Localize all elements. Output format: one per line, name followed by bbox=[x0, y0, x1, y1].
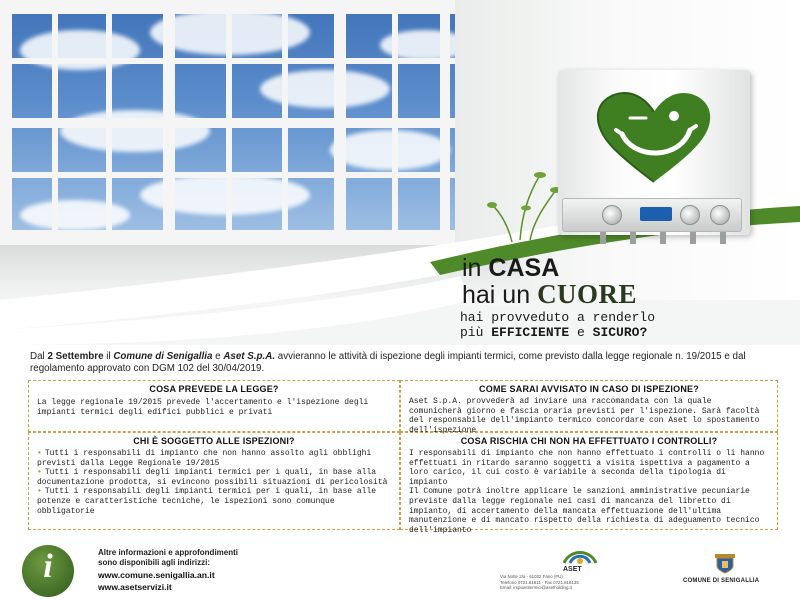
intro-paragraph: Dal 2 Settembre il Comune di Senigallia e Aset S.p.A. avvieranno le attività di ispezione degli impianti termici, come previsto dalla legge regionale n. 19/2015 e dal regolamento approvato con DGM 102 del 30/04/2019. bbox=[30, 351, 746, 374]
box-risk-text: Il Comune potrà inoltre applicare le sanzioni amministrative pecuniarie previste dalla legge regionale nei casi di mancanza del libretto di impianto, di accertamento della mancata effettuazione dell'ultima manutenzione e di mancato rispetto della richiesta di adeguamento tecnico dell'impianto bbox=[409, 487, 760, 535]
footer-info-text: Altre informazioni e approfondimenti sono disponibili agli indirizzi: bbox=[98, 548, 239, 567]
box-notice-text: Aset S.p.A. provvederà ad inviare una raccomandata con la quale comunicherà giorno e fascia oraria previsti per l'ispezione. Sarà facoltà del responsabile dell'impianto termico concordare con Aset lo spostamento dell'ispezione bbox=[409, 397, 760, 435]
info-grid bbox=[28, 380, 778, 535]
box-subject-item: • Tutti i responsabili di impianto che non hanno assolto agli obblighi previsti dalla Legge Regionale 19/2015 bbox=[37, 449, 372, 468]
box-law bbox=[28, 380, 400, 432]
heart-icon bbox=[594, 90, 714, 185]
boiler-display bbox=[640, 207, 672, 221]
boiler-knob bbox=[602, 205, 622, 225]
headline-line1: in CASA bbox=[462, 254, 560, 282]
comune-name: COMUNE DI SENIGALLIA bbox=[683, 578, 760, 584]
comune-crest-icon bbox=[712, 552, 738, 574]
aset-logo-icon bbox=[560, 545, 600, 567]
box-notice bbox=[400, 380, 778, 435]
box-risk-title: COSA RISCHIA CHI NON HA EFFETTUATO I CONTROLLI? bbox=[460, 436, 718, 446]
box-risk-text: I responsabili di impianto che non hanno effettuato i controlli o li hanno effettuati in ritardo saranno soggetti a visita ispettiva a pagamento a loro carico, il cui costo è variabile a seconda della tipologia di impianto bbox=[409, 449, 765, 487]
headline-line2: hai un CUORE bbox=[462, 279, 638, 309]
info-glyph: i bbox=[43, 548, 53, 585]
headline-subtitle: hai provveduto a renderlo più EFFICIENTE e SICURO? bbox=[460, 310, 656, 340]
aset-address: Via Notte 2/a - 61032 Fano (PU) Telefono 0721.81811 - Fax 0721.818135 Email: impiantitermici@asetholding.it bbox=[500, 574, 579, 590]
box-subject-item: • Tutti i responsabili degli impianti termici per i quali, in base alla documentazione prodotta, si evincono possibili situazioni di pericolosità bbox=[37, 468, 388, 487]
aset-name: ASET bbox=[563, 566, 582, 573]
box-subject bbox=[28, 432, 400, 530]
box-notice-title: COME SARAI AVVISATO IN CASO DI ISPEZIONE? bbox=[479, 384, 699, 394]
boiler-gauge bbox=[710, 205, 730, 225]
box-law-title: COSA PREVEDE LA LEGGE? bbox=[149, 384, 279, 394]
link-comune[interactable]: www.comune.senigallia.an.it bbox=[98, 570, 215, 580]
box-subject-item: • Tutti i responsabili degli impianti termici per i quali, in base alle potenze e caratteristiche tecniche, le ispezioni sono comunque obbligatorie bbox=[37, 487, 377, 516]
box-law-text: La legge regionale 19/2015 prevede l'accertamento e l'ispezione degli impianti termici degli edifici pubblici e privati bbox=[37, 398, 369, 417]
box-subject-title: CHI È SOGGETTO ALLE ISPEZIONI? bbox=[133, 436, 295, 446]
link-aset[interactable]: www.asetservizi.it bbox=[98, 582, 172, 592]
box-risk bbox=[400, 432, 778, 535]
headline-cuore: CUORE bbox=[537, 279, 638, 309]
boiler-knob bbox=[680, 205, 700, 225]
